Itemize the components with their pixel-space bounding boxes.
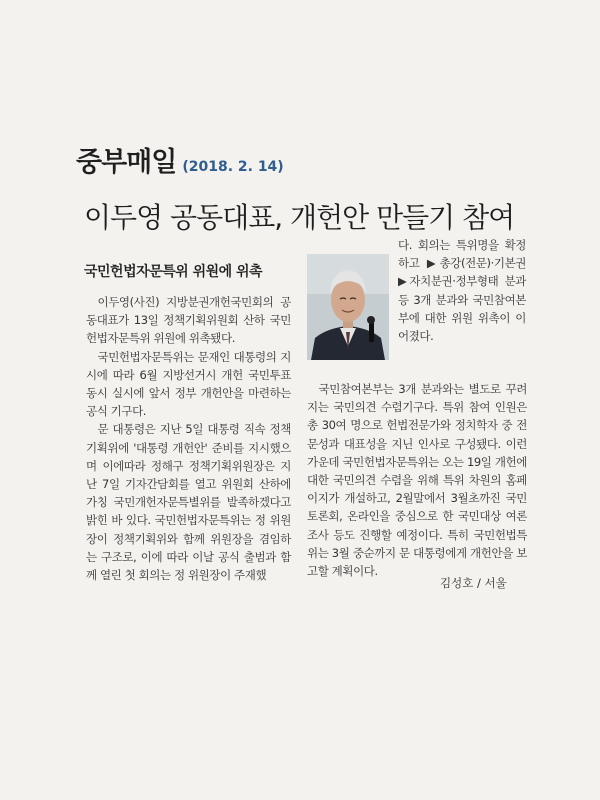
article-body-right xyxy=(307,380,527,580)
newspaper-name: 중부매일 xyxy=(76,147,177,178)
article-body-left xyxy=(86,293,291,584)
article-body-right-top: 다. 회의는 특위명을 확정하고 ▶총강(전문)·기본권 ▶자치분권·정부형태 분과 등 3개 분과와 국민참여본부에 대한 위원 위촉이 이어졌다. xyxy=(398,238,526,344)
article-subhead: 국민헌법자문특위 위원에 위촉 xyxy=(84,264,263,280)
article-byline: 김성호 / 서울 xyxy=(440,576,507,590)
paragraph: 문 대통령은 지난 5일 대통령 직속 정책기획위에 '대통령 개헌안' 준비를 지시했으며 이에따라 정해구 정책기획위원장은 지난 7일 기자간담회를 열고 위원회 산하에 가칭 국민개헌자문특별위를 발족하겠다고 밝힌 바 있다. 국민헌법자문특위는 정 위원장이 정책기획위와 함께 위원장을 겸임하는 구조로, 이에 따라 이날 공식 출범과 함께 열린 첫 회의는 정 위원장이 주재했 xyxy=(86,422,291,583)
paragraph: 국민참여본부는 3개 분과와는 별도로 꾸려지는 국민의견 수렴기구다. 특위 참여 인원은 총 30여 명으로 헌법전문가와 정치학자 중 전문성과 대표성을 지닌 인사로 구성됐다. 이런 가운데 국민헌법자문특위는 오는 19일 개헌에 대한 국민의견 수렴을 위해 특위 차원의 홈페이지가 개설하고, 2월말에서 3월초까진 국민토론회, 온라인을 중심으로 한 국민대상 여론조사 등도 진행할 예정이다. 특히 국민헌법특위는 3월 중순까지 문 대통령에게 개헌안을 보고할 계획이다. xyxy=(307,382,527,579)
paragraph: 이두영(사진) 지방분권개헌국민회의 공동대표가 13일 정책기획위원회 산하 국민헌법자문특위 위원에 위촉됐다. xyxy=(86,295,291,346)
article-headline: 이두영 공동대표, 개헌안 만들기 참여 xyxy=(84,201,515,234)
portrait-photo-image xyxy=(307,254,389,360)
paragraph: 국민헌법자문특위는 문재인 대통령의 지시에 따라 6월 지방선거시 개헌 국민투표 동시 실시에 앞서 정부 개헌안을 마련하는 공식 기구다. xyxy=(86,349,291,419)
portrait-photo xyxy=(307,254,389,360)
masthead xyxy=(76,140,284,179)
publication-date: (2018. 2. 14) xyxy=(182,159,284,175)
